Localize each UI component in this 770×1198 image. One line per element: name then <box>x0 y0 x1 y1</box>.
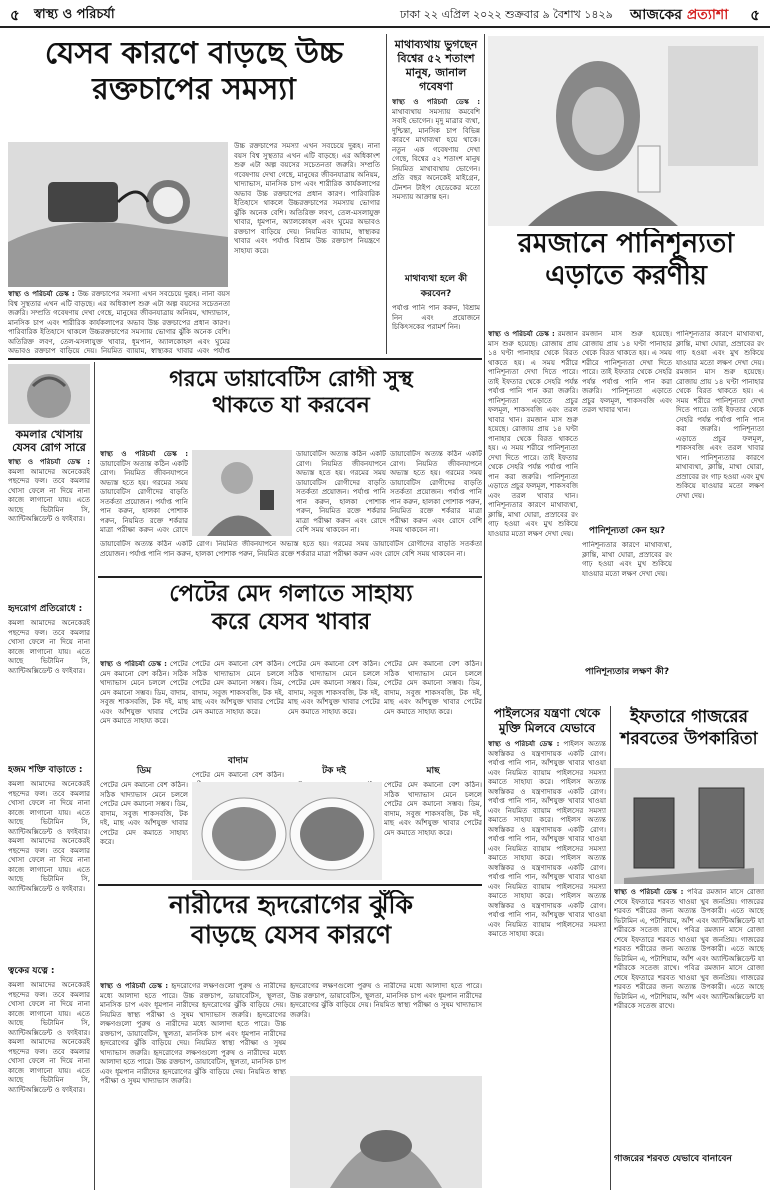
article-ramadan-headline-block <box>488 228 764 328</box>
article-carrot-subhead: গাজরের শরবত যেভাবে বানাবেন <box>614 1154 732 1164</box>
article-ramadan-title-line1: রমজানে পানিশূন্যতা <box>517 228 735 259</box>
column-divider <box>610 706 611 1190</box>
article-orange-title: কমলার খোসায় যেসব রোগ সারে <box>12 428 86 454</box>
article-bellyfat-col3: পেটের মেদ কমানো বেশ কঠিন। সঠিক খাদ্যাভাস মেনে চললে পেটের মেদ কমানো সম্ভব। ডিম, বাদাম, সবুজ শাকসবজি, টক দই, মাছ এবং আঁশযুক্ত খাবার পেটের মেদ কমাতে সাহায্য করে। টক দই <box>288 660 380 776</box>
article-ramadan-col2: রমজান মাস শুরু হয়েছে। রোজায় প্রায় ১৪ ঘণ্টা পানাহার থেকে বিরত থাকতে হয়। এ সময় শরীরে পানিশূন্যতা দেখা দিতে পারে। তাই ইফতার থেকে সেহরি পর্যন্ত পর্যাপ্ত পানি পান করা জরুরি। পানিশূন্যতা এড়াতে প্রচুর ফলমূল, শাকসবজি এবং তরল খাবার খান। পানিশূন্যতা কেন হয়? পানিশূন্যতার কারণে মাথাব্যথা, ক্লান্তি, মাথা ঘোরা, প্রস্রাবের রং গাঢ় হওয়া এবং মুখ শুকিয়ে যাওয়ার মতো লক্ষণ দেখা দেয়। পানিশূন্যতার লক্ষণ কী? <box>582 330 672 677</box>
article-bellyfat-col4: পেটের মেদ কমানো বেশ কঠিন। সঠিক খাদ্যাভাস মেনে চললে পেটের মেদ কমানো সম্ভব। ডিম, বাদাম, সবুজ শাকসবজি, টক দই, মাছ এবং আঁশযুক্ত খাবার পেটের মেদ কমাতে সাহায্য করে। মাছ পেটের মেদ কমানো বেশ কঠিন। সঠিক খাদ্যাভাস মেনে চললে পেটের মেদ কমানো সম্ভব। ডিম, বাদাম, সবুজ শাকসবজি, টক দই, মাছ এবং আঁশযুক্ত খাবার পেটের মেদ কমাতে সাহায্য করে। <box>384 660 482 837</box>
horizontal-rule <box>8 358 482 360</box>
carrot-juice-photo <box>614 768 764 884</box>
article-piles: পাইলসের যন্ত্রণা থেকে মুক্তি মিলবে যেভাবে স্বাস্থ্য ও পরিচর্যা ডেস্ক : পাইলস অত্যন্ত অস্বস্তিকর ও যন্ত্রণাদায়ক একটি রোগ। পর্যাপ্ত পানি পান, আঁশযুক্ত খাবার খাওয়া এবং নিয়মিত ব্যায়াম পাইলসের সমস্যা কমাতে সাহায্য করে। পাইলস অত্যন্ত অস্বস্তিকর ও যন্ত্রণাদায়ক একটি রোগ। পর্যাপ্ত পানি পান, আঁশযুক্ত খাবার খাওয়া এবং নিয়মিত ব্যায়াম পাইলসের সমস্যা কমাতে সাহায্য করে। পাইলস অত্যন্ত অস্বস্তিকর ও যন্ত্রণাদায়ক একটি রোগ। পর্যাপ্ত পানি পান, আঁশযুক্ত খাবার খাওয়া এবং নিয়মিত ব্যায়াম পাইলসের সমস্যা কমাতে সাহায্য করে। পাইলস অত্যন্ত অস্বস্তিকর ও যন্ত্রণাদায়ক একটি রোগ। পর্যাপ্ত পানি পান, আঁশযুক্ত খাবার খাওয়া এবং নিয়মিত ব্যায়াম পাইলসের সমস্যা কমাতে সাহায্য করে। পাইলস অত্যন্ত অস্বস্তিকর ও যন্ত্রণাদায়ক একটি রোগ। পর্যাপ্ত পানি পান, আঁশযুক্ত খাবার খাওয়া এবং নিয়মিত ব্যায়াম পাইলসের সমস্যা কমাতে সাহায্য করে। <box>488 706 606 938</box>
article-headache-subhead: মাথাব্যথা হলে কী করবেন? <box>404 274 468 299</box>
article-piles-title: পাইলসের যন্ত্রণা থেকে মুক্তি মিলবে যেভাবে <box>493 706 601 735</box>
article-bellyfat-title-line2: করে যেসব খাবার <box>211 607 371 635</box>
article-women-heart-title-line1: নারীদের হৃদরোগের ঝুঁকি <box>168 890 414 919</box>
article-carrot-headline-block <box>614 706 764 766</box>
article-diabetes-headline-block <box>100 366 482 446</box>
page-number-right: ৫ <box>750 6 760 24</box>
orange-peel-photo <box>8 364 90 424</box>
article-bp-headline-block <box>8 36 380 136</box>
issue-date: ঢাকা ২২ এপ্রিল ২০২২ শুক্রবার ৯ বৈশাখ ১৪২৯ <box>400 8 613 21</box>
page-number-left: ৫ <box>10 6 20 24</box>
newspaper-logo: আজকের প্রত্যাশা <box>630 7 729 23</box>
elderly-man-photo <box>192 450 292 536</box>
article-bp-title-line2: রক্তচাপের সমস্যা <box>92 72 296 107</box>
article-diabetes-body-col2: ডায়াবেটিস অত্যন্ত কঠিন একটি রোগ। নিয়মিত জীবনযাপনে অভ্যস্ত হতে হয়। গরমের সময় ডায়াবেটিস রোগীদের বাড়তি সতর্কতা প্রয়োজন। পর্যাপ্ত পানি পান করুন, হালকা পোশাক পরুন, নিয়মিত রক্তে শর্করার মাত্রা পরীক্ষা করুন এবং রোদে বেশি সময় থাকবেন না। <box>296 450 386 534</box>
article-ramadan-body-col1: স্বাস্থ্য ও পরিচর্যা ডেস্ক : রমজান মাস শুরু হয়েছে। রোজায় প্রায় ১৪ ঘণ্টা পানাহার থেকে বিরত থাকতে হয়। এ সময় শরীরে পানিশূন্যতা দেখা দিতে পারে। তাই ইফতার থেকে সেহরি পর্যন্ত পর্যাপ্ত পানি পান করা জরুরি। পানিশূন্যতা এড়াতে প্রচুর ফলমূল, শাকসবজি এবং তরল খাবার খান। রমজান মাস শুরু হয়েছে। রোজায় প্রায় ১৪ ঘণ্টা পানাহার থেকে বিরত থাকতে হয়। এ সময় শরীরে পানিশূন্যতা দেখা দিতে পারে। তাই ইফতার থেকে সেহরি পর্যন্ত পর্যাপ্ত পানি পান করা জরুরি। পানিশূন্যতা এড়াতে প্রচুর ফলমূল, শাকসবজি এবং তরল খাবার খান। পানিশূন্যতার কারণে মাথাব্যথা, ক্লান্তি, মাথা ঘোরা, প্রস্রাবের রং গাঢ় হওয়া এবং মুখ শুকিয়ে যাওয়ার মতো লক্ষণ দেখা দেয়। <box>488 330 578 538</box>
article-carrot-title: ইফতারে গাজরের শরবতের উপকারিতা <box>620 707 758 749</box>
article-ramadan-body-col3: পানিশূন্যতার কারণে মাথাব্যথা, ক্লান্তি, মাথা ঘোরা, প্রস্রাবের রং গাঢ় হওয়া এবং মুখ শুকিয়ে যাওয়ার মতো লক্ষণ দেখা দেয়। রমজান মাস শুরু হয়েছে। রোজায় প্রায় ১৪ ঘণ্টা পানাহার থেকে বিরত থাকতে হয়। এ সময় শরীরে পানিশূন্যতা দেখা দিতে পারে। তাই ইফতার থেকে সেহরি পর্যন্ত পর্যাপ্ত পানি পান করা জরুরি। পানিশূন্যতা এড়াতে প্রচুর ফলমূল, শাকসবজি এবং তরল খাবার খান। পানিশূন্যতার কারণে মাথাব্যথা, ক্লান্তি, মাথা ঘোরা, প্রস্রাবের রং গাঢ় হওয়া এবং মুখ শুকিয়ে যাওয়ার মতো লক্ষণ দেখা দেয়। <box>676 330 764 500</box>
article-diabetes-body-col3: ডায়াবেটিস অত্যন্ত কঠিন একটি রোগ। নিয়মিত জীবনযাপনে অভ্যস্ত হতে হয়। গরমের সময় ডায়াবেটিস রোগীদের বাড়তি সতর্কতা প্রয়োজন। পর্যাপ্ত পানি পান করুন, হালকা পোশাক পরুন, নিয়মিত রক্তে শর্করার মাত্রা পরীক্ষা করুন এবং রোদে বেশি সময় থাকবেন না। <box>390 450 482 534</box>
article-bp-title-line1: যেসব কারণে বাড়ছে উচ্চ <box>44 36 344 71</box>
article-women-heart-body-right: হৃদরোগের লক্ষণগুলো পুরুষ ও নারীদের মধ্যে আলাদা হতে পারে। উচ্চ রক্তচাপ, ডায়াবেটিস, স্থূলতা, মানসিক চাপ এবং ধূমপান নারীদের হৃদরোগের ঝুঁকি বাড়িয়ে দেয়। নিয়মিত স্বাস্থ্য পরীক্ষা ও সুষম খাদ্যাভাস জরুরি। <box>290 982 482 1019</box>
horizontal-rule <box>98 884 482 886</box>
article-bp-body-right: উচ্চ রক্তচাপের সমস্যা এখন সবচেয়ে দুরূহ। নানা বয়স বিশ্ব সুস্থতার এখন এটি বাড়ছে। এর অধিকাংশ শুরু এটা অল্প বয়সের সচেতনতা জরুরি। সম্প্রতি গবেষণায় দেখা গেছে, মানুষের জীবনযাত্রায় অনিয়ম, খাদ্যাভাস, মানসিক চাপ এবং শারীরিক কার্যকলাপের অভাব উচ্চ রক্তচাপের প্রধান কারণ। পারিবারিক ইতিহাসে থাকলে উচ্চরক্তচাপের সমস্যায় ভোগার ঝুঁকি অনেক বেশি। অতিরিক্ত লবণ, তেল-মসলাযুক্ত খাবার, ধূমপান, অ্যালকোহল এবং ঘুমের অভাবও রক্তচাপ বাড়িয়ে দেয়। নিয়মিত ব্যায়াম, স্বাস্থ্যকর খাবার এবং পর্যাপ্ত বিশ্রাম উচ্চ রক্তচাপ নিয়ন্ত্রণে সাহায্য করে। <box>234 142 380 255</box>
section-title: স্বাস্থ্য ও পরিচর্যা <box>34 7 115 22</box>
article-diabetes-title-line1: গরমে ডায়াবেটিস রোগী সুস্থ <box>169 366 413 392</box>
article-bellyfat-col1: স্বাস্থ্য ও পরিচর্যা ডেস্ক : পেটের মেদ কমানো বেশ কঠিন। সঠিক খাদ্যাভাস মেনে চললে পেটের মেদ কমানো সম্ভব। ডিম, বাদাম, সবুজ শাকসবজি, টক দই, মাছ এবং আঁশযুক্ত খাবার পেটের মেদ কমাতে সাহায্য করে। ডিম পেটের মেদ কমানো বেশ কঠিন। সঠিক খাদ্যাভাস মেনে চললে পেটের মেদ কমানো সম্ভব। ডিম, বাদাম, সবুজ শাকসবজি, টক দই, মাছ এবং আঁশযুক্ত খাবার পেটের মেদ কমাতে সাহায্য করে। <box>100 660 188 846</box>
article-women-heart-body-left: স্বাস্থ্য ও পরিচর্যা ডেস্ক : হৃদরোগের লক্ষণগুলো পুরুষ ও নারীদের মধ্যে আলাদা হতে পারে। উচ্চ রক্তচাপ, ডায়াবেটিস, স্থূলতা, মানসিক চাপ এবং ধূমপান নারীদের হৃদরোগের ঝুঁকি বাড়িয়ে দেয়। নিয়মিত স্বাস্থ্য পরীক্ষা ও সুষম খাদ্যাভাস জরুরি। হৃদরোগের লক্ষণগুলো পুরুষ ও নারীদের মধ্যে আলাদা হতে পারে। উচ্চ রক্তচাপ, ডায়াবেটিস, স্থূলতা, মানসিক চাপ এবং ধূমপান নারীদের হৃদরোগের ঝুঁকি বাড়িয়ে দেয়। নিয়মিত স্বাস্থ্য পরীক্ষা ও সুষম খাদ্যাভাস জরুরি। হৃদরোগের লক্ষণগুলো পুরুষ ও নারীদের মধ্যে আলাদা হতে পারে। উচ্চ রক্তচাপ, ডায়াবেটিস, স্থূলতা, মানসিক চাপ এবং ধূমপান নারীদের হৃদরোগের ঝুঁকি বাড়িয়ে দেয়। নিয়মিত স্বাস্থ্য পরীক্ষা ও সুষম খাদ্যাভাস জরুরি। <box>100 982 286 1085</box>
article-ramadan-subhead2: পানিশূন্যতার লক্ষণ কী? <box>584 667 670 677</box>
article-ramadan-subhead1: পানিশূন্যতা কেন হয়? <box>588 526 666 536</box>
column-divider <box>386 34 387 354</box>
article-headache: মাথাব্যথায় ভুগছেন বিশ্বের ৫২ শতাংশ মানুষ, জানাল গবেষণা স্বাস্থ্য ও পরিচর্যা ডেস্ক : মাথাব্যথায় সমস্যায় কমবেশি সবাই ভোগেন। মৃদু মাত্রার ব্যথা, দুশ্চিন্তা, মানসিক চাপ বিভিন্ন কারণে মাথাব্যথা হয়ে থাকে। নতুন এক গবেষণায় দেখা গেছে, বিশ্বের ৫২ শতাংশ মানুষ নিয়মিত মাথাব্যথায় ভোগেন। প্রতি বছর অনেকেই মাইগ্রেন, টেনশন টাইপ হেডেকের মতো সমস্যায় আক্রান্ত হন। মাথাব্যথা হলে কী করবেন? পর্যাপ্ত পানি পান করুন, বিশ্রাম নিন এবং প্রয়োজনে চিকিৎসকের পরামর্শ নিন। <box>392 38 480 331</box>
article-diabetes-title-line2: থাকতে যা করবেন <box>212 392 370 419</box>
article-women-heart-title-line2: বাড়ছে যেসব কারণে <box>190 920 392 949</box>
page-header <box>0 0 770 28</box>
article-diabetes-body-col1: স্বাস্থ্য ও পরিচর্যা ডেস্ক : ডায়াবেটিস অত্যন্ত কঠিন একটি রোগ। নিয়মিত জীবনযাপনে অভ্যস্ত হতে হয়। গরমের সময় ডায়াবেটিস রোগীদের বাড়তি সতর্কতা প্রয়োজন। পর্যাপ্ত পানি পান করুন, হালকা পোশাক পরুন, নিয়মিত রক্তে শর্করার মাত্রা পরীক্ষা করুন এবং রোদে <box>100 450 188 534</box>
article-women-heart-headline-block <box>100 890 482 978</box>
column-divider <box>94 362 95 1190</box>
blood-pressure-photo <box>8 142 228 287</box>
article-bellyfat-title-line1: পেটের মেদ গলাতে সাহায্য <box>169 580 413 607</box>
column-divider <box>484 34 485 854</box>
woman-drinking-water-photo <box>488 36 764 226</box>
article-orange-peel: কমলার খোসায় যেসব রোগ সারে স্বাস্থ্য ও পরিচর্যা ডেস্ক : কমলা আমাদের অনেকেরই পছন্দের ফল। তবে কমলার খোসা ফেলে না দিয়ে নানা কাজে লাগানো যায়। এতে আছে ভিটামিন সি, অ্যান্টিঅক্সিডেন্ট ও ফাইবার। হৃদরোগ প্রতিরোধে : কমলা আমাদের অনেকেরই পছন্দের ফল। তবে কমলার খোসা ফেলে না দিয়ে নানা কাজে লাগানো যায়। এতে আছে ভিটামিন সি, অ্যান্টিঅক্সিডেন্ট ও ফাইবার। হজম শক্তি বাড়াতে : কমলা আমাদের অনেকেরই পছন্দের ফল। তবে কমলার খোসা ফেলে না দিয়ে নানা কাজে লাগানো যায়। এতে আছে ভিটামিন সি, অ্যান্টিঅক্সিডেন্ট ও ফাইবার। কমলা আমাদের অনেকেরই পছন্দের ফল। তবে কমলার খোসা ফেলে না দিয়ে নানা কাজে লাগানো যায়। এতে আছে ভিটামিন সি, অ্যান্টিঅক্সিডেন্ট ও ফাইবার। ত্বকের যত্নে : কমলা আমাদের অনেকেরই পছন্দের ফল। তবে কমলার খোসা ফেলে না দিয়ে নানা কাজে লাগানো যায়। এতে আছে ভিটামিন সি, অ্যান্টিঅক্সিডেন্ট ও ফাইবার। কমলা আমাদের অনেকেরই পছন্দের ফল। তবে কমলার খোসা ফেলে না দিয়ে নানা কাজে লাগানো যায়। এতে আছে ভিটামিন সি, অ্যান্টিঅক্সিডেন্ট ও ফাইবার। <box>8 428 90 1094</box>
article-diabetes-body-bottom: ডায়াবেটিস অত্যন্ত কঠিন একটি রোগ। নিয়মিত জীবনযাপনে অভ্যস্ত হতে হয়। গরমের সময় ডায়াবেটিস রোগীদের বাড়তি সতর্কতা প্রয়োজন। পর্যাপ্ত পানি পান করুন, হালকা পোশাক পরুন, নিয়মিত রক্তে শর্করার মাত্রা পরীক্ষা করুন এবং রোদে বেশি সময় থাকবেন না। <box>100 540 482 558</box>
article-bellyfat-headline-block <box>100 580 482 656</box>
article-headache-title: মাথাব্যথায় ভুগছেন বিশ্বের ৫২ শতাংশ মানুষ, জানাল গবেষণা <box>394 38 478 93</box>
woman-chest-pain-photo <box>290 1076 482 1188</box>
article-carrot-body: স্বাস্থ্য ও পরিচর্যা ডেস্ক : পবিত্র রমজান মাসে রোজা শেষে ইফতারে শরবত খাওয়া খুব জনপ্রিয়। গাজরের শরবত শরীরের জন্য অত্যন্ত উপকারী। এতে আছে ভিটামিন এ, পটাশিয়াম, আঁশ এবং অ্যান্টিঅক্সিডেন্ট যা শরীরকে সতেজ রাখে। পবিত্র রমজান মাসে রোজা শেষে ইফতারে শরবত খাওয়া খুব জনপ্রিয়। গাজরের শরবত শরীরের জন্য অত্যন্ত উপকারী। এতে আছে ভিটামিন এ, পটাশিয়াম, আঁশ এবং অ্যান্টিঅক্সিডেন্ট যা শরীরকে সতেজ রাখে। পবিত্র রমজান মাসে রোজা শেষে ইফতারে শরবত খাওয়া খুব জনপ্রিয়। গাজরের শরবত শরীরের জন্য অত্যন্ত উপকারী। এতে আছে ভিটামিন এ, পটাশিয়াম, আঁশ এবং অ্যান্টিঅক্সিডেন্ট যা শরীরকে সতেজ রাখে। গাজরের শরবত যেভাবে বানাবেন <box>614 888 764 1164</box>
bowls-of-seeds-photo <box>192 782 382 880</box>
article-ramadan-title-line2: এড়াতে করণীয় <box>545 260 707 292</box>
article-bellyfat-col2: পেটের মেদ কমানো বেশ কঠিন। সঠিক খাদ্যাভাস মেনে চললে পেটের মেদ কমানো সম্ভব। ডিম, বাদাম, সবুজ শাকসবজি, টক দই, মাছ এবং আঁশযুক্ত খাবার পেটের মেদ কমাতে সাহায্য করে। বাদাম পেটের মেদ কমানো বেশ কঠিন। <box>192 660 284 779</box>
horizontal-rule <box>98 576 482 578</box>
article-bp-body-left: স্বাস্থ্য ও পরিচর্যা ডেস্ক : উচ্চ রক্তচাপের সমস্যা এখন সবচেয়ে দুরূহ। নানা বয়স বিশ্ব সুস্থতার এখন এটি বাড়ছে। এর অধিকাংশ শুরু এটা অল্প বয়সের সচেতনতা জরুরি। সম্প্রতি গবেষণায় দেখা গেছে, মানুষের জীবনযাত্রায় অনিয়ম, খাদ্যাভাস, মানসিক চাপ এবং শারীরিক কার্যকলাপের অভাব উচ্চ রক্তচাপের প্রধান কারণ। পারিবারিক ইতিহাসে থাকলে উচ্চরক্তচাপের সমস্যায় ভোগার ঝুঁকি অনেক বেশি। অতিরিক্ত লবণ, তেল-মসলাযুক্ত খাবার, ধূমপান, অ্যালকোহল এবং ঘুমের অভাবও রক্তচাপ বাড়িয়ে দেয়। নিয়মিত ব্যায়াম, স্বাস্থ্যকর খাবার এবং পর্যাপ্ত <box>8 290 230 354</box>
